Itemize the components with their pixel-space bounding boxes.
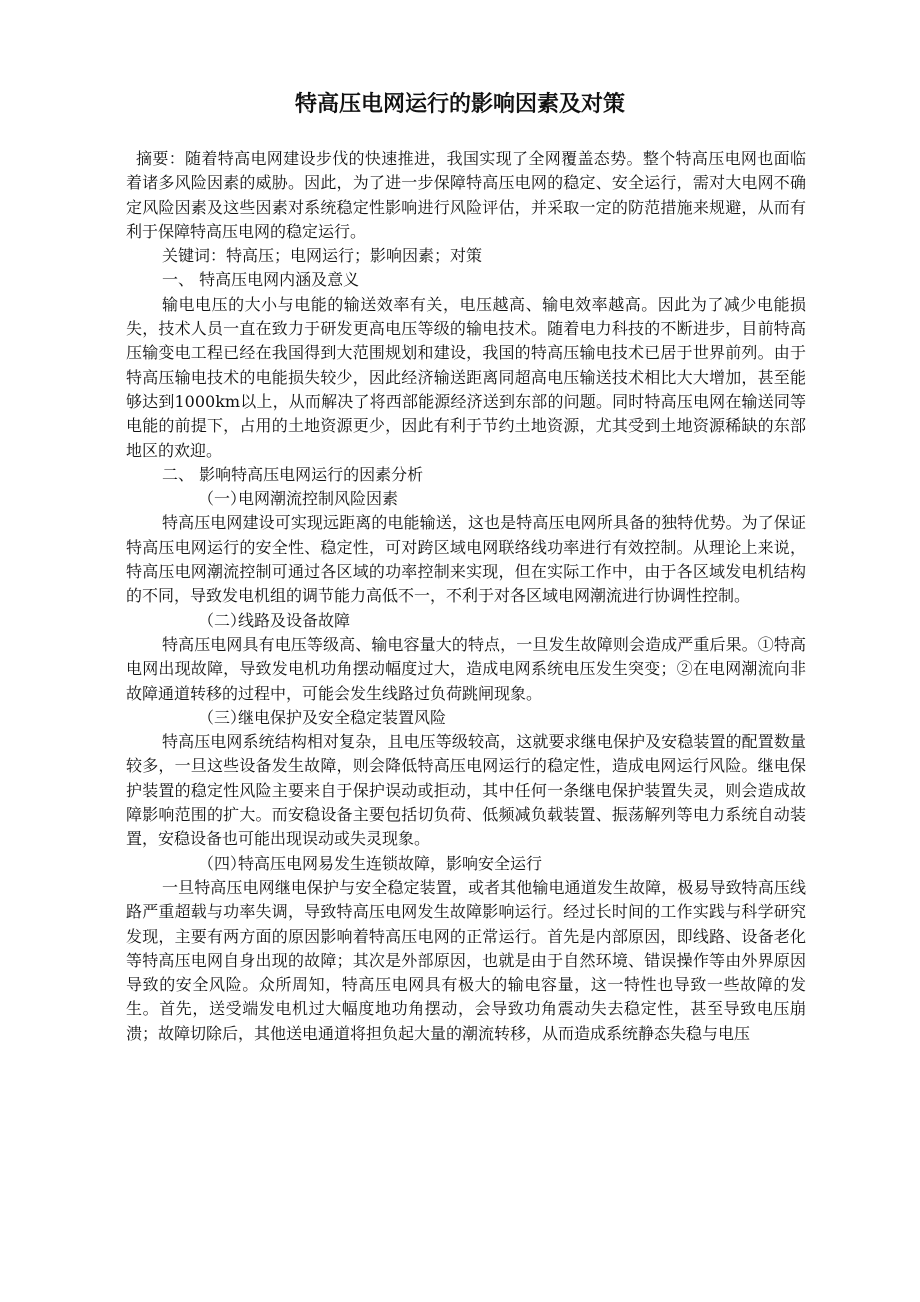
subsection-3-title: 继电保护及安全稳定装置风险 bbox=[238, 707, 447, 727]
section-2-heading: 二、 影响特高压电网运行的因素分析 bbox=[162, 464, 424, 484]
subsection-1-number: （一） bbox=[198, 489, 247, 509]
section-1-heading: 一、 特高压电网内涵及意义 bbox=[162, 270, 360, 290]
document-title: 特高压电网运行的影响因素及对策 bbox=[294, 92, 625, 117]
subsection-3-heading bbox=[126, 706, 806, 730]
document-body bbox=[126, 147, 806, 1046]
keywords-line: 关键词：特高压；电网运行；影响因素；对策 bbox=[162, 246, 483, 266]
subsection-1-title: 电网潮流控制风险因素 bbox=[238, 489, 399, 509]
subsection-2-number: （二） bbox=[198, 610, 247, 630]
subsection-4-heading bbox=[126, 852, 806, 876]
subsection-2-paragraph: 特高压电网具有电压等级高、输电容量大的特点，一旦发生故障则会造成严重后果。①特高电网出现故障，导致发电机功角摆动幅度过大，造成电网系统电压发生突变；②在电网潮流向非故障通道转移的过程中，可能会发生线路过负荷跳闸现象。 bbox=[126, 634, 806, 703]
subsection-4-paragraph: 一旦特高压电网继电保护与安全稳定装置，或者其他输电通道发生故障，极易导致特高压线路严重超载与功率失调，导致特高压电网发生故障影响运行。经过长时间的工作实践与科学研究发现，主要有两方面的原因影响着特高压电网的正常运行。首先是内部原因，即线路、设备老化等特高压电网自身出现的故障；其次是外部原因，也就是由于自然环境、错误操作等由外界原因导致的安全风险。众所周知，特高压电网具有极大的输电容量，这一特性也导致一些故障的发生。首先，送受端发电机过大幅度地功角摆动，会导致功角震动失去稳定性，甚至导致电压崩溃；故障切除后，其他送电通道将担负起大量的潮流转移，从而造成系统静态失稳与电压 bbox=[126, 877, 806, 1043]
subsection-4-title: 特高压电网易发生连锁故障，影响安全运行 bbox=[238, 853, 543, 873]
subsection-3-number: （三） bbox=[198, 707, 247, 727]
subsection-1-paragraph: 特高压电网建设可实现远距离的电能输送，这也是特高压电网所具备的独特优势。为了保证特高压电网运行的安全性、稳定性，可对跨区域电网联络线功率进行有效控制。从理论上来说，特高压电网潮流控制可通过各区域的功率控制来实现，但在实际工作中，由于各区域发电机结构的不同，导致发电机组的调节能力高低不一，不利于对各区域电网潮流进行协调性控制。 bbox=[126, 513, 806, 606]
abstract-paragraph: 摘要：随着特高电网建设步伐的快速推进，我国实现了全网覆盖态势。整个特高压电网也面临着诸多风险因素的威胁。因此，为了进一步保障特高压电网的稳定、安全运行，需对大电网不确定风险因素及这些因素对系统稳定性影响进行风险评估，并采取一定的防范措施来规避，从而有利于保障特高压电网的稳定运行。 bbox=[126, 149, 806, 241]
section-1-paragraph: 输电电压的大小与电能的输送效率有关，电压越高、输电效率越高。因此为了减少电能损失，技术人员一直在致力于研发更高电压等级的输电技术。随着电力科技的不断进步，目前特高压输变电工程已经在我国得到大范围规划和建设，我国的特高压输电技术已居于世界前列。由于特高压输电技术的电能损失较少，因此经济输送距离同超高电压输送技术相比大大增加，甚至能够达到1000km以上，从而解决了将西部能源经济送到东部的问题。同时特高压电网在输送同等电能的前提下，占用的土地资源更少，因此有利于节约土地资源，尤其受到土地资源稀缺的东部地区的欢迎。 bbox=[126, 294, 806, 460]
subsection-2-title: 线路及设备故障 bbox=[238, 610, 351, 630]
subsection-2-heading bbox=[126, 609, 806, 633]
subsection-1-heading bbox=[126, 487, 806, 511]
subsection-4-number: （四） bbox=[198, 853, 247, 873]
subsection-3-paragraph: 特高压电网系统结构相对复杂，且电压等级较高，这就要求继电保护及安稳装置的配置数量较多，一旦这些设备发生故障，则会降低特高压电网运行的稳定性，造成电网运行风险。继电保护装置的稳定性风险主要来自于保护误动或拒动，其中任何一条继电保护装置失灵，则会造成故障影响范围的扩大。而安稳设备主要包括切负荷、低频减负载装置、振荡解列等电力系统自动装置，安稳设备也可能出现误动或失灵现象。 bbox=[126, 732, 806, 849]
